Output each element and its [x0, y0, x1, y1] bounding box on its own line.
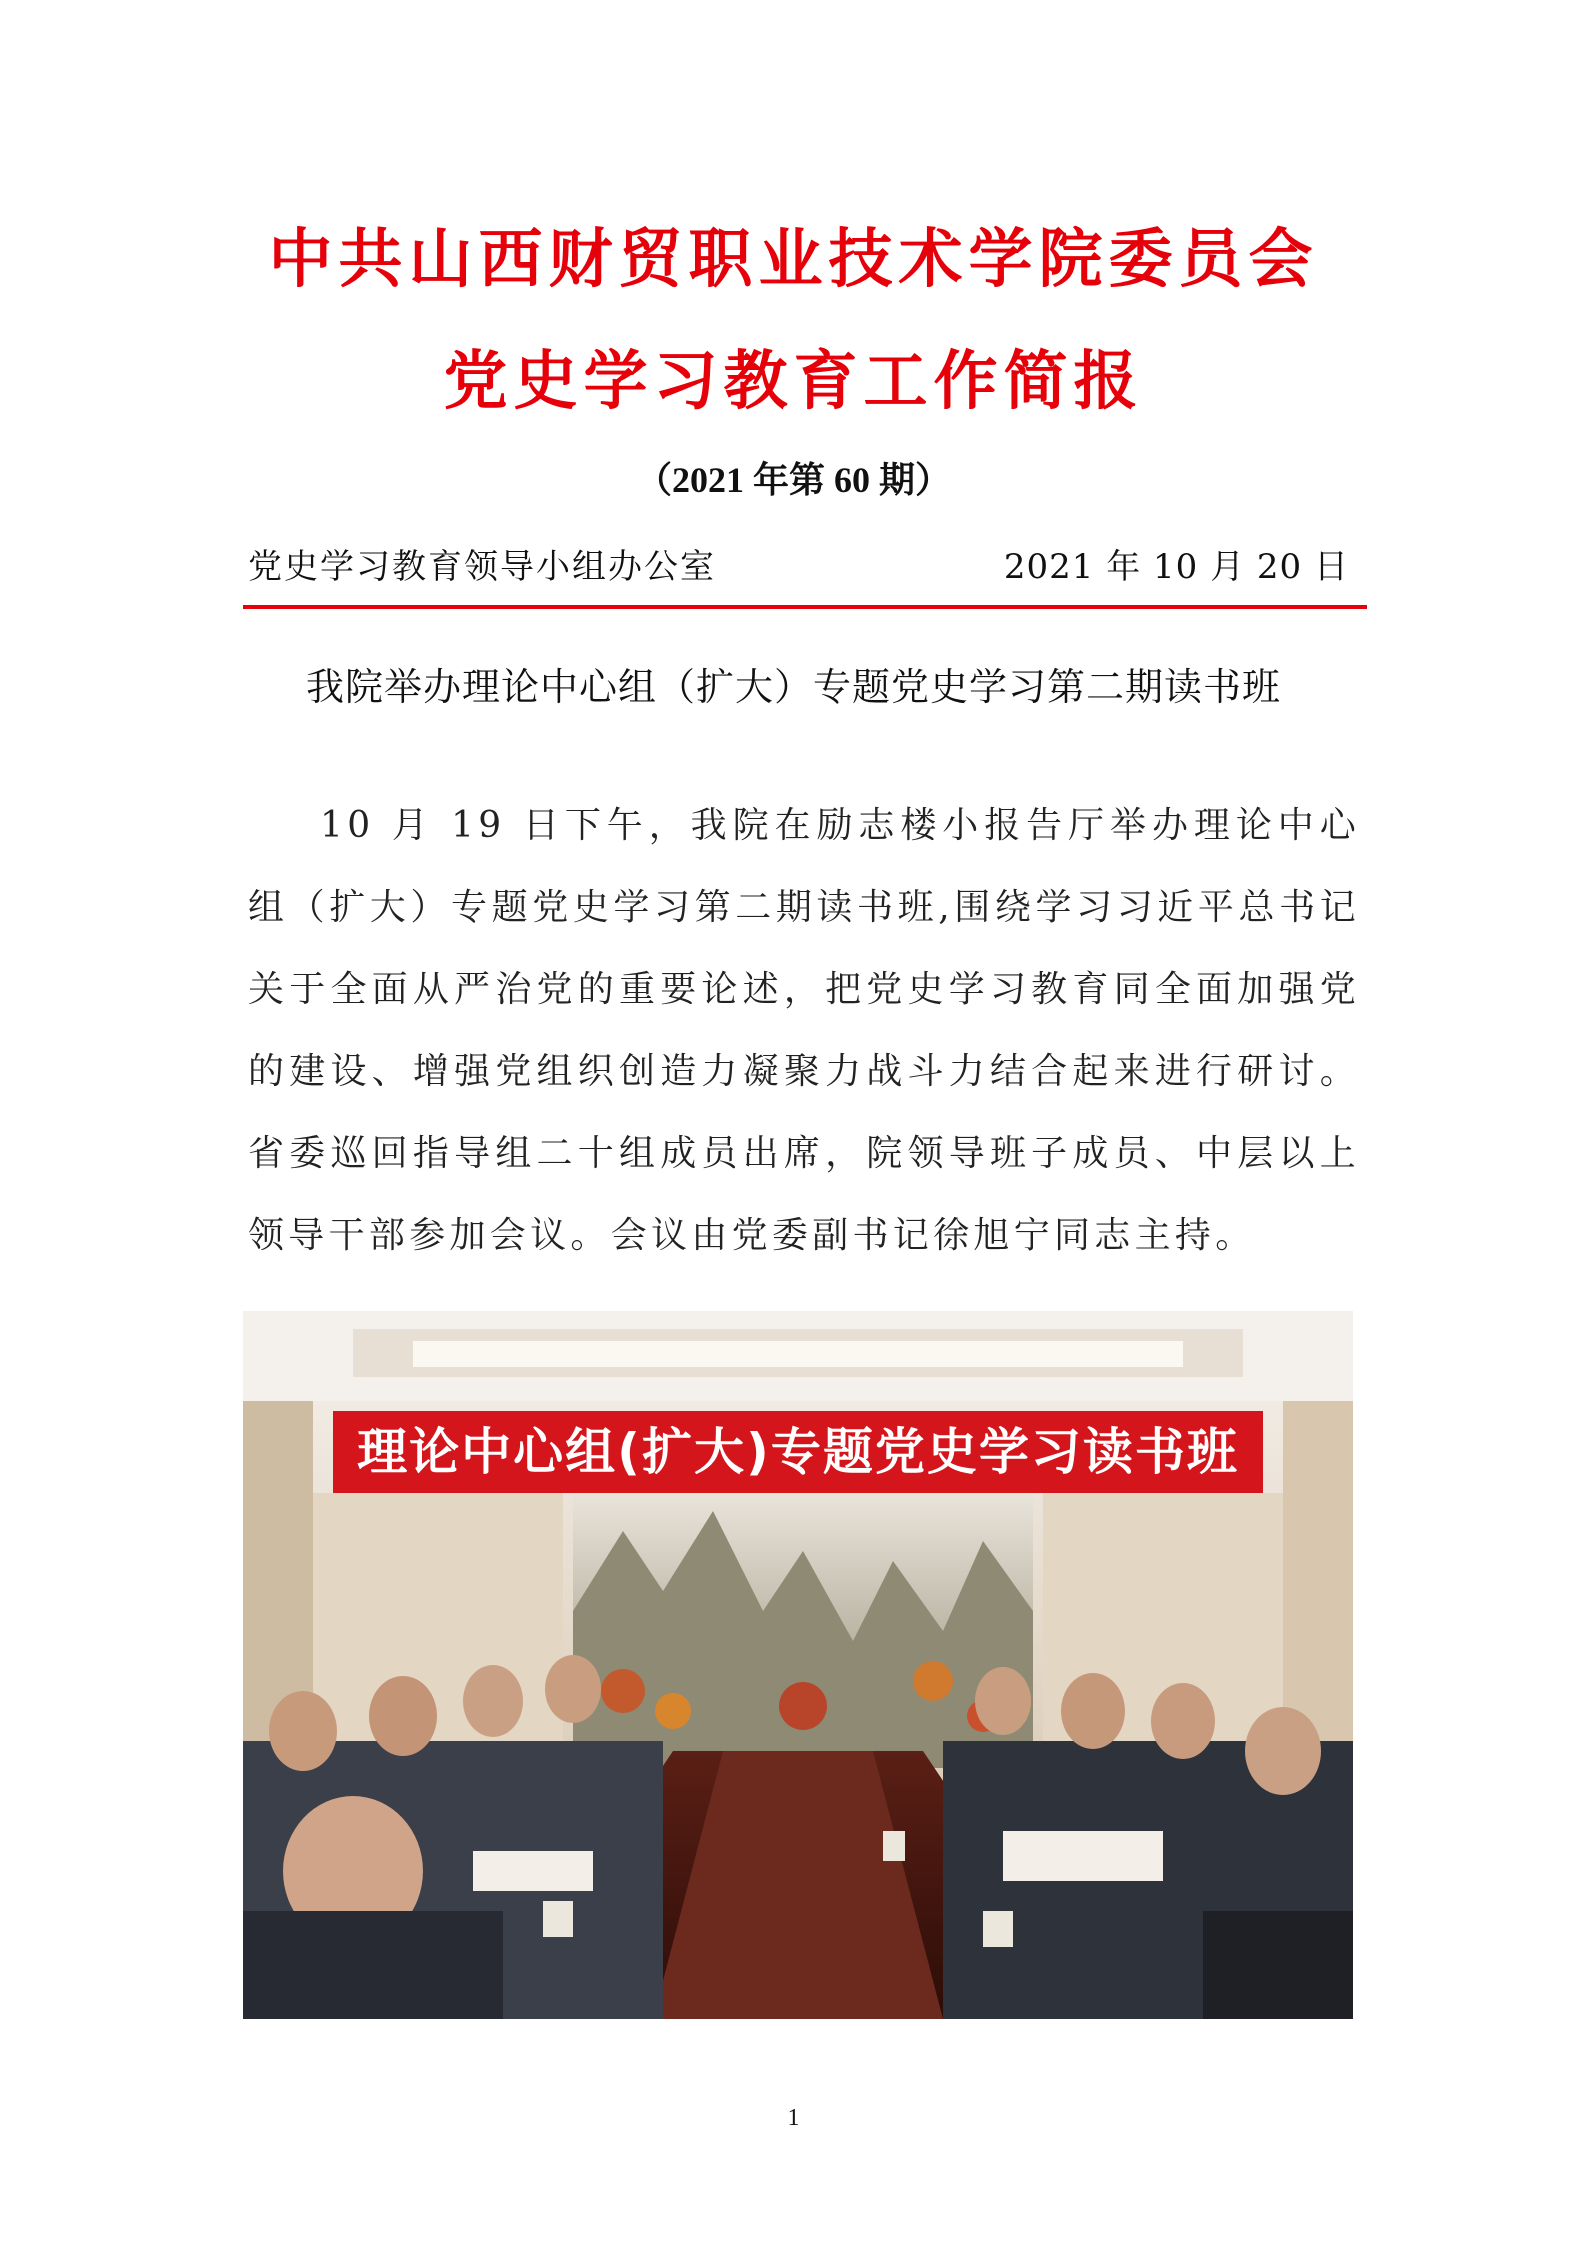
page-number: 1 [787, 2105, 800, 2131]
article-title: 我院举办理论中心组（扩大）专题党史学习第二期读书班 [305, 665, 1281, 709]
issue-number: （2021 年第 60 期） [635, 460, 951, 500]
document-title-line2: 党史学习教育工作简报 [443, 344, 1144, 419]
photo-banner-text: 理论中心组(扩大)专题党史学习读书班 [357, 1423, 1239, 1481]
document-title-line1: 中共山西财贸职业技术学院委员会 [268, 222, 1319, 297]
header-divider [243, 605, 1367, 609]
issue-date: 2021 年 10 月 20 日 [1003, 547, 1349, 587]
meeting-photo [243, 1311, 1353, 2019]
article-body: 10 月 19 日下午，我院在励志楼小报告厅举办理论中心组（扩大）专题党史学习第二期读书班,围绕学习习近平总书记关于全面从严治党的重要论述，把党史学习教育同全面加强党的建设、增强党组织创造力凝聚力战斗力结合起来进行研讨。省委巡回指导组二十组成员出席，院领导班子成员、中层以上领导干部参加会议。会议由党委副书记徐旭宁同志主持。 [248, 805, 1360, 1256]
issuing-office: 党史学习教育领导小组办公室 [248, 547, 716, 587]
